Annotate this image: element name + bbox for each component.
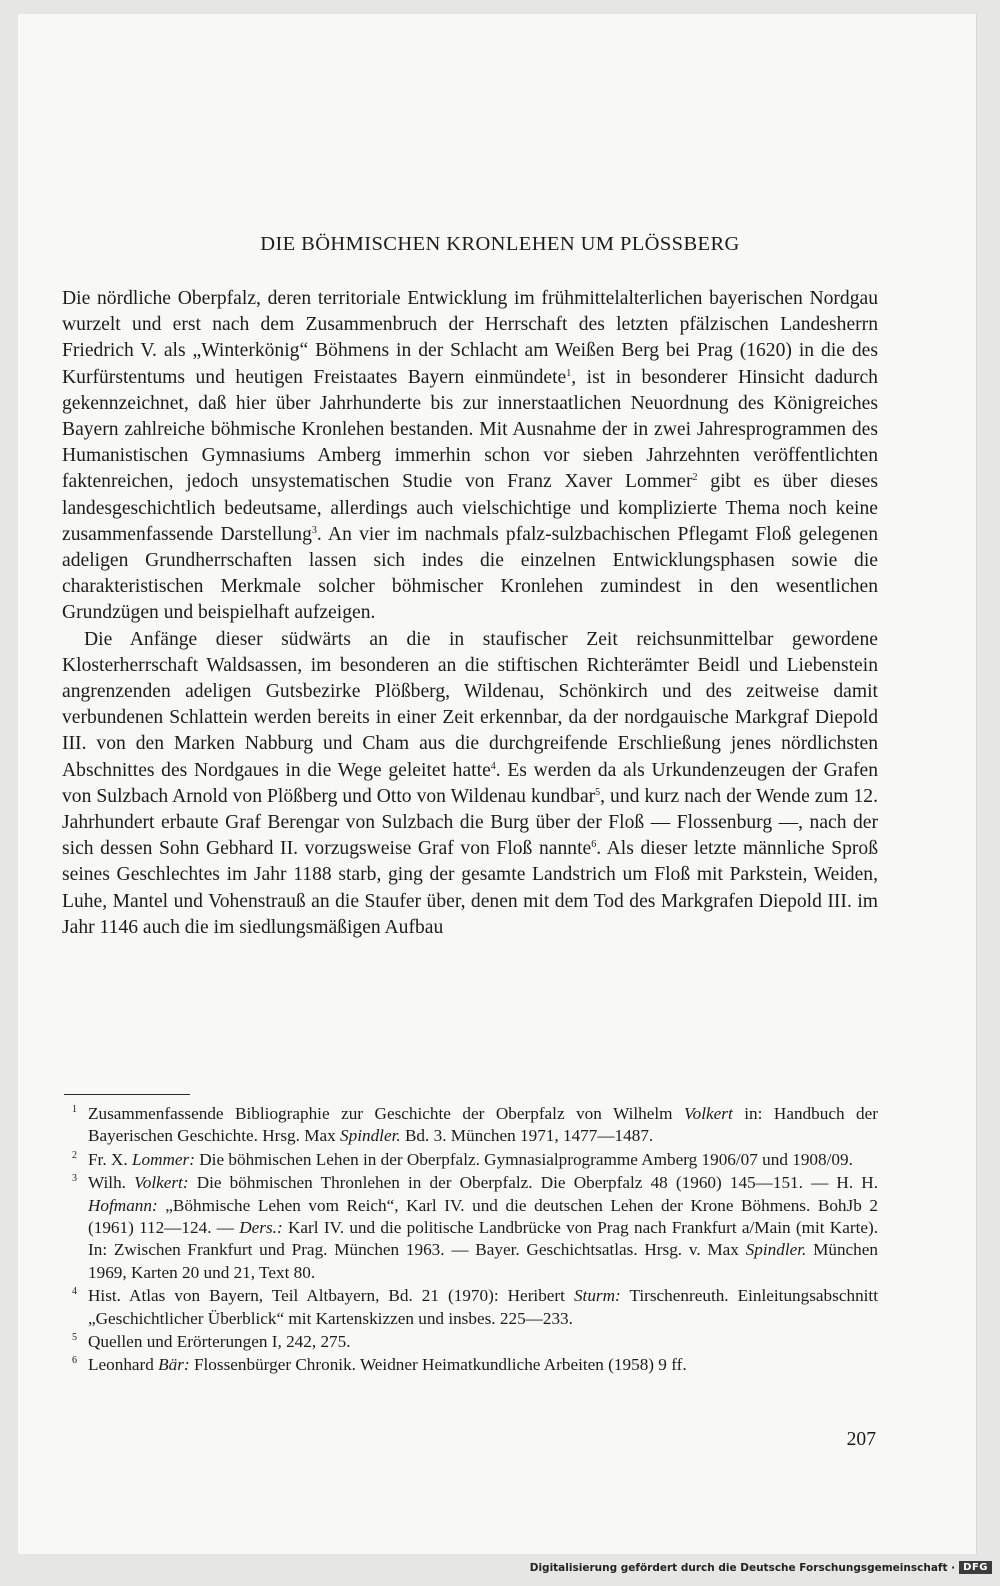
footnote-divider [64, 1094, 190, 1095]
footnote: 4 Hist. Atlas von Bayern, Teil Altbayern, Bd. 21 (1970): Heribert Sturm: Tirschenreuth. Einleitungsabschnitt „Geschichtlicher Überblick“ mit Kartenskizzen und insbes. 225—233. [72, 1285, 878, 1330]
footnote-ref-5[interactable]: 5 [595, 786, 601, 798]
footnote: 3 Wilh. Volkert: Die böhmischen Thronlehen in der Oberpfalz. Die Oberpfalz 48 (1960) 145—151. — H. H. Hofmann: „Böhmische Lehen vom Reich“, Karl IV. und die deutschen Lehen der Krone Böhmens. BohJb 2 (1961) 112—124. — Ders.: Karl IV. und die politische Landbrücke von Prag nach Frankfurt a/Main (mit Karte). In: Zwischen Frankfurt und Prag. München 1963. — Bayer. Geschichtsatlas. Hrsg. v. Max Spindler. München 1969, Karten 20 und 21, Text 80. [72, 1172, 878, 1284]
footnote-ref-6[interactable]: 6 [591, 839, 597, 851]
footnote: 1 Zusammenfassende Bibliographie zur Geschichte der Oberpfalz von Wilhelm Volkert in: Handbuch der Bayerischen Geschichte. Hrsg. Max Spindler. Bd. 3. München 1971, 1477—1487. [72, 1103, 878, 1148]
credit-text: Digitalisierung gefördert durch die Deutsche Forschungsgemeinschaft · [529, 1561, 956, 1574]
footnote: 6 Leonhard Bär: Flossenbürger Chronik. Weidner Heimatkundliche Arbeiten (1958) 9 ff. [72, 1354, 878, 1376]
page-number: 207 [846, 1429, 876, 1450]
footnote-ref-4[interactable]: 4 [490, 760, 496, 772]
footnote-number: 2 [72, 1149, 77, 1161]
page-title: DIE BÖHMISCHEN KRONLEHEN UM PLÖSSBERG [260, 233, 740, 255]
footnote-number: 6 [72, 1355, 77, 1367]
dfg-logo-icon: DFG [959, 1561, 992, 1574]
footnote: 2 Fr. X. Lommer: Die böhmischen Lehen in der Oberpfalz. Gymnasialprogramme Amberg 1906/07 und 1908/09. [72, 1149, 878, 1171]
footnote-ref-2[interactable]: 2 [692, 472, 698, 484]
footnote-number: 1 [72, 1104, 77, 1115]
paragraph-2: Die Anfänge dieser südwärts an die in staufischer Zeit reichsunmittelbar gewordene Klosterherrschaft Waldsassen, im besonderen an die stiftischen Richterämter Beidl und Liebenstein angrenzenden adeligen Gutsbezirke Plößberg, Wildenau, Schönkirch und des zeitweise damit verbundenen Schlattein werden bereits in einer Zeit erkennbar, da der nordgauische Markgraf Diepold III. von den Marken Nabburg und Cham aus die durchgreifende Erschließung jenes nördlichsten Abschnittes des Nordgaues in die Wege geleitet hatte$^4$. Es werden da als Urkundenzeugen der Grafen von Sulzbach Arnold von Plößberg und Otto von Wildenau kundbar$^5$, und kurz nach der Wende zum 12. Jahrhundert erbaute Graf Berengar von Sulzbach die Burg über der Floß — Flossenburg —, nach der sich dessen Sohn Gebhard II. vorzugsweise Graf von Floß nannte$^6$. Als dieser letzte männliche Sproß seines Geschlechtes im Jahr 1188 starb, ging der gesamte Landstrich um Floß mit Parkstein, Weiden, Luhe, Mantel und Vohenstrauß an die Staufer über, denen mit dem Tod des Markgrafen Diepold III. im Jahr 1146 auch die im siedlungsmäßigen Aufbau [62, 628, 879, 938]
digitization-credit [530, 1561, 992, 1574]
footnote-number: 4 [72, 1286, 77, 1298]
footnote: 5 Quellen und Erörterungen I, 242, 275. [72, 1331, 878, 1353]
footnote-ref-3[interactable]: 3 [311, 524, 317, 536]
footnotes [72, 1103, 878, 1378]
footnote-ref-1[interactable]: 1 [566, 367, 572, 379]
footnote-number: 3 [72, 1173, 77, 1185]
main-text [62, 286, 878, 941]
footnote-number: 5 [72, 1332, 77, 1344]
paragraph-1: Die nördliche Oberpfalz, deren territoriale Entwicklung im frühmittelalterlichen bayerischen Nordgau wurzelt und erst nach dem Zusammenbruch der Herrschaft des letzten pfälzischen Landesherrn Friedrich V. als „Winterkönig“ Böhmens in der Schlacht am Weißen Berg bei Prag (1620) in die des Kurfürstentums und heutigen Freistaates Bayern einmündete$^1$, ist in besonderer Hinsicht dadurch gekennzeichnet, daß hier über Jahrhunderte bis zur innerstaatlichen Neuordnung des Königreiches Bayern zahlreiche böhmische Kronlehen bestanden. Mit Ausnahme der in zwei Jahresprogrammen des Humanistischen Gymnasiums Amberg immerhin schon vor sieben Jahrzehnten veröffentlichten faktenreichen, jedoch unsystematischen Studie von Franz Xaver Lommer$^2$ gibt es über dieses landesgeschichtlich bedeutsame, allerdings auch vielschichtige und komplizierte Thema noch keine zusammenfassende Darstellung$^3$. An vier im nachmals pfalz-sulzbachischen Pflegamt Floß gelegenen adeligen Grundherrschaften lassen sich indes die einzelnen Entwicklungsphasen sowie die charakteristischen Merkmale solcher böhmischer Kronlehen zumindest in den wesentlichen Grundzügen und beispielhaft aufzeigen. [62, 288, 878, 624]
